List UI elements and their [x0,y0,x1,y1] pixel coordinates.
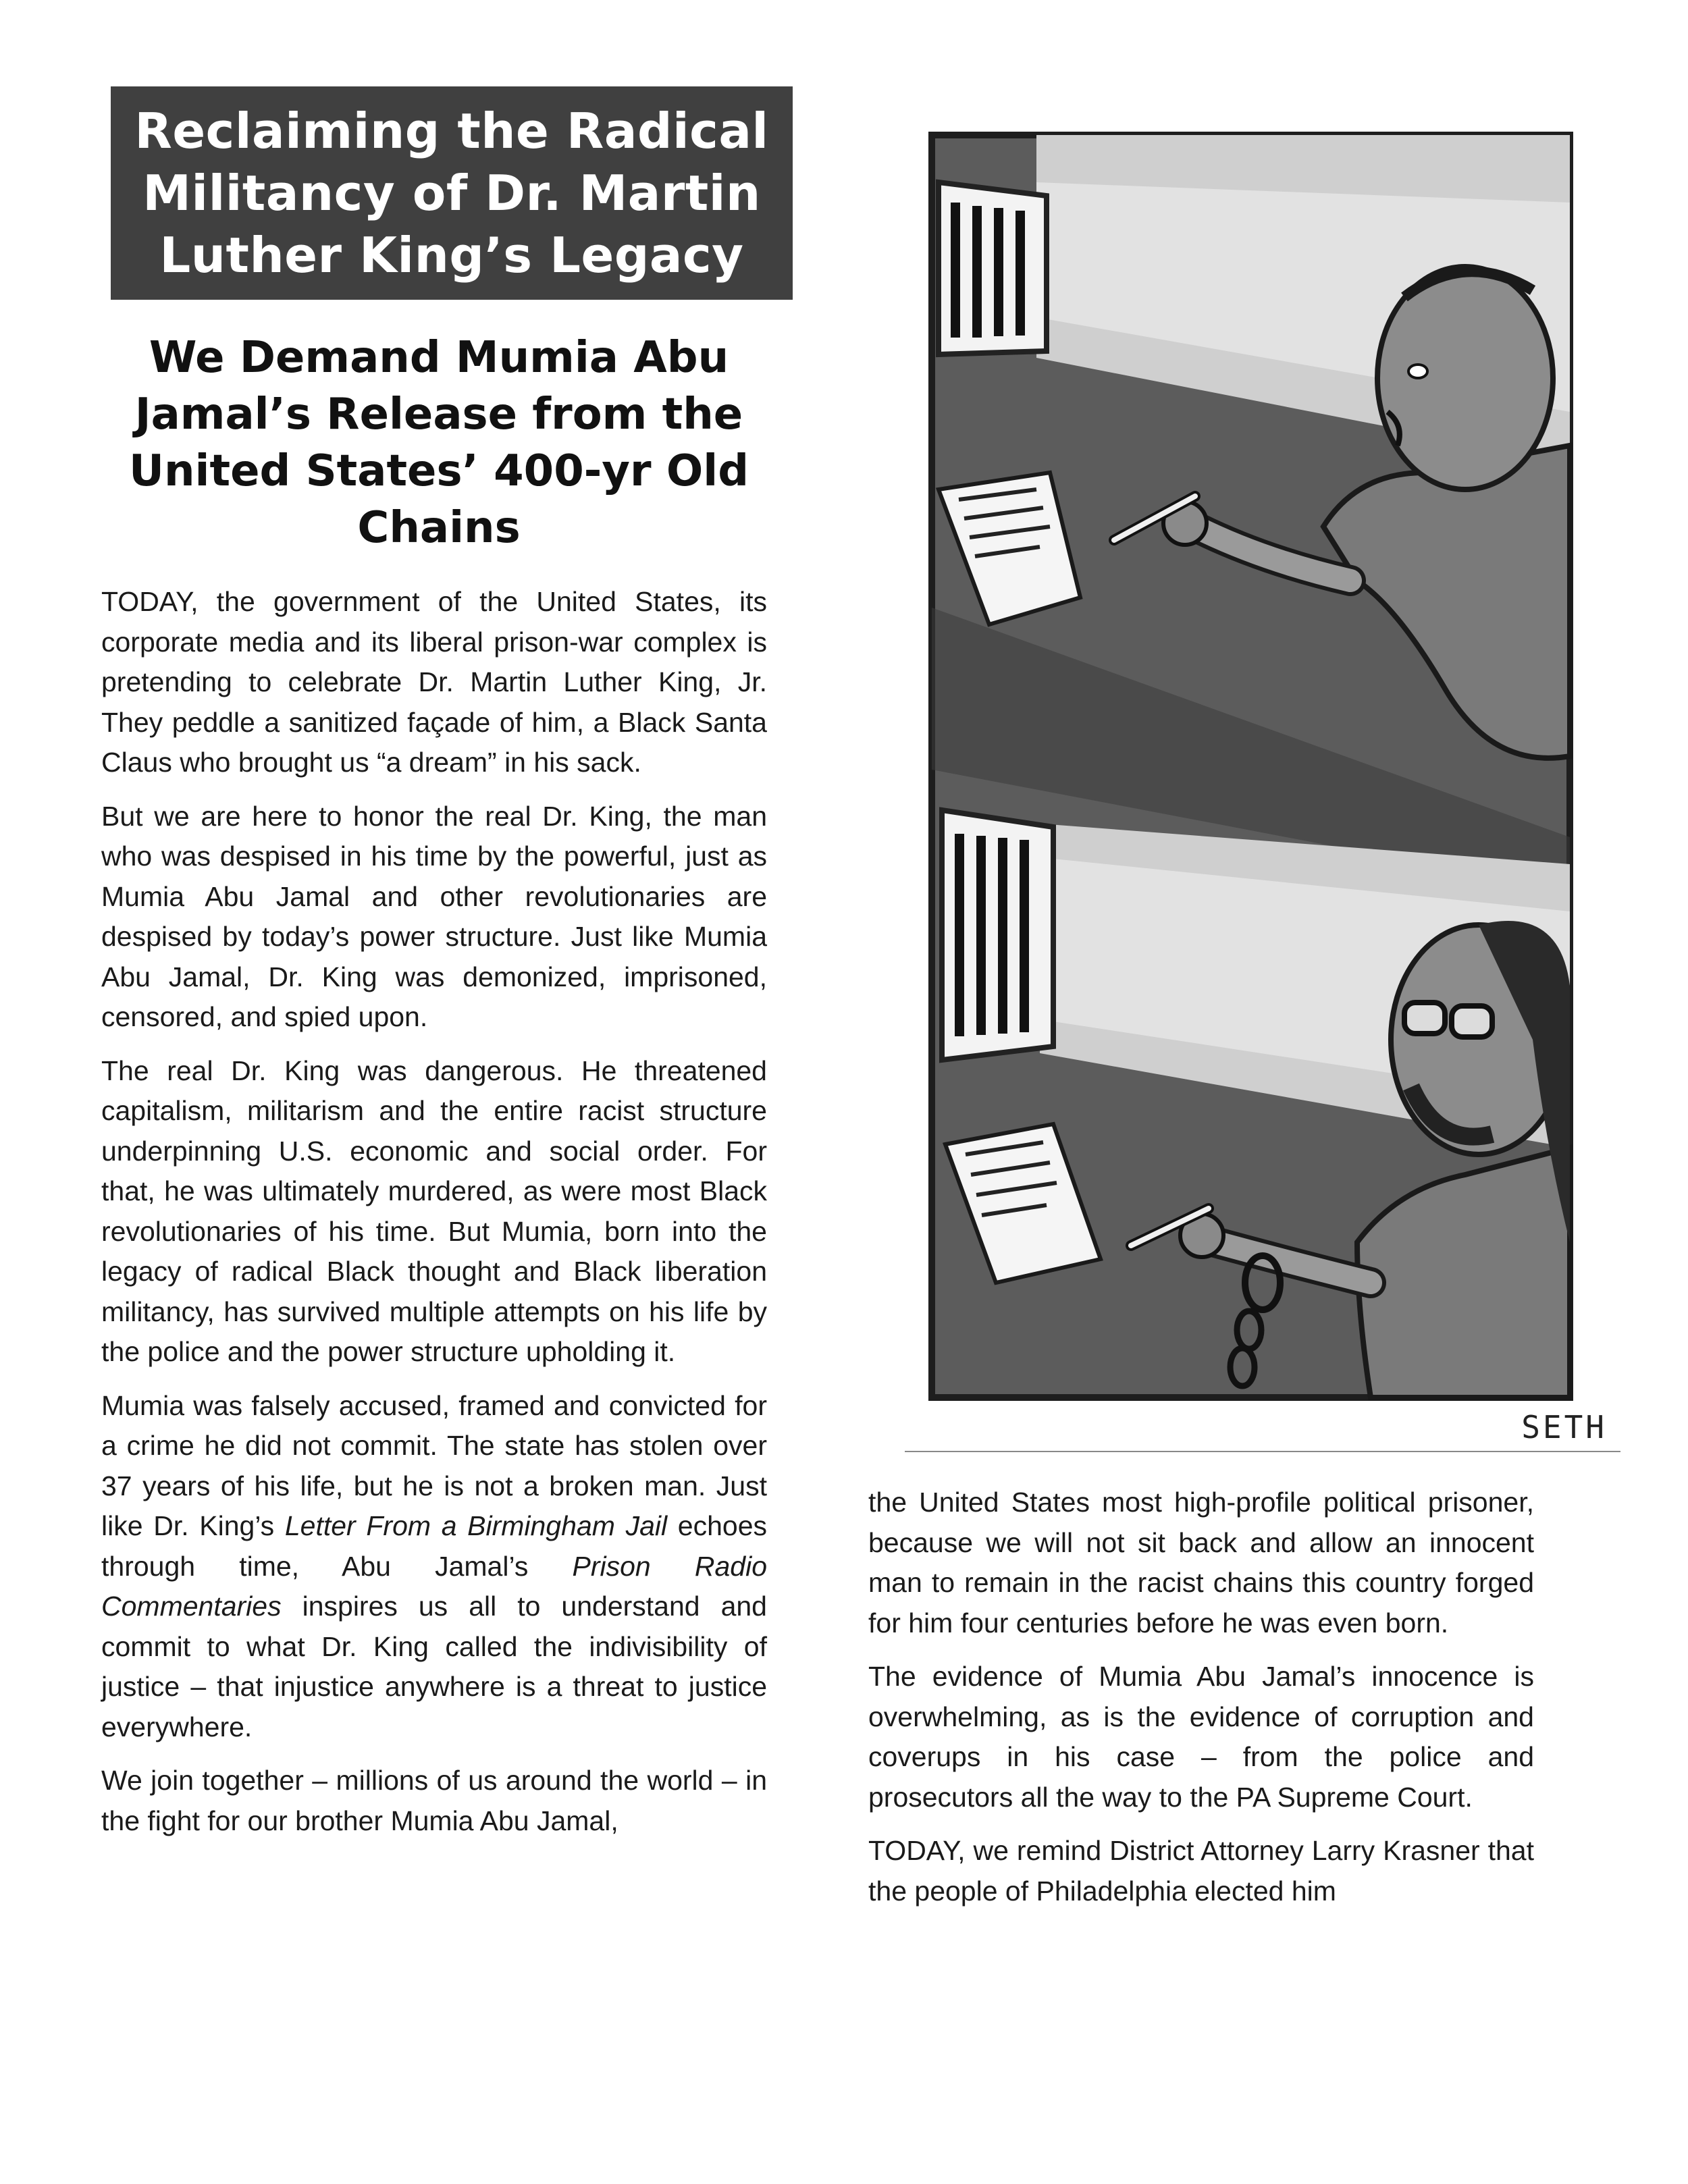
text-run: But we are here to honor the real Dr. King, the man who was despised in his time by the powerful, just as Mumia Abu Jamal and other revolutionaries are despised by today’s power structure. Just like Mumia Abu Jamal, Dr. King was demonized, imprisoned, censored, and spied upon. [101,800,767,1032]
article-paragraph [101,582,767,783]
article-paragraph [101,797,767,1038]
article-paragraph [101,1386,767,1748]
article-paragraph [868,1483,1534,1643]
upper-window-bars-icon [939,182,1047,354]
text-run: TODAY, we remind District Attorney Larry Krasner that the people of Philadelphia elected him [868,1835,1534,1907]
text-run: Mumia was falsely accused, framed and convicted for a crime he did not commit. The state has stolen over 37 years of his life, but he is not a broken man. Just like Dr. King’s [101,1389,767,1541]
text-run: We join together – millions of us around the world – in the fight for our brother Mumia Abu Jamal, [101,1765,767,1836]
headline-banner [111,86,793,300]
prison-cell-illustration [885,95,1620,1458]
headline-title: Reclaiming the Radical Militancy of Dr. Martin Luther King’s Legacy [134,103,769,284]
lower-window-bars-icon [942,810,1053,1060]
article-paragraph [868,1657,1534,1817]
subheadline: We Demand Mumia Abu Jamal’s Release from the United States’ 400-yr Old Chains [129,333,749,553]
italic-title-run: Letter From a Birmingham Jail [284,1510,668,1541]
article-column-left [101,582,767,1855]
article-column-right [868,1483,1534,1925]
italic-title-run: Prison Radio Commentaries [101,1550,768,1622]
article-paragraph [101,1051,767,1373]
artist-signature: SETH [1521,1409,1607,1445]
article-paragraph [868,1831,1534,1911]
text-run: The evidence of Mumia Abu Jamal’s innocence is overwhelming, as is the evidence of corruption and coverups in his case – from the police and prosecutors all the way to the PA Supreme Court. [868,1661,1534,1813]
article-paragraph [101,1761,767,1841]
text-run: TODAY, the government of the United States, its corporate media and its liberal prison-war complex is pretending to celebrate Dr. Martin Luther King, Jr. They peddle a sanitized façade of him, a Black Santa Claus who brought us “a dream” in his sack. [101,586,767,778]
text-run: echoes through time, Abu Jamal’s [101,1510,767,1582]
text-run: inspires us all to understand and commit to what Dr. King called the indivisibility of justice – that injustice anywhere is a threat to justice everywhere. [101,1591,767,1742]
text-run: The real Dr. King was dangerous. He threatened capitalism, militarism and the entire racist structure underpinning U.S. economic and social order. For that, he was ultimately murdered, as were most Black revolutionaries of his time. But Mumia, born into the legacy of radical Black thought and Black liberation militancy, has survived multiple attempts on his life by the police and the power structure upholding it. [101,1055,767,1367]
text-run: the United States most high-profile political prisoner, because we will not sit back and allow an innocent man to remain in the racist chains this country forged for him four centuries before he was even born. [868,1487,1534,1639]
